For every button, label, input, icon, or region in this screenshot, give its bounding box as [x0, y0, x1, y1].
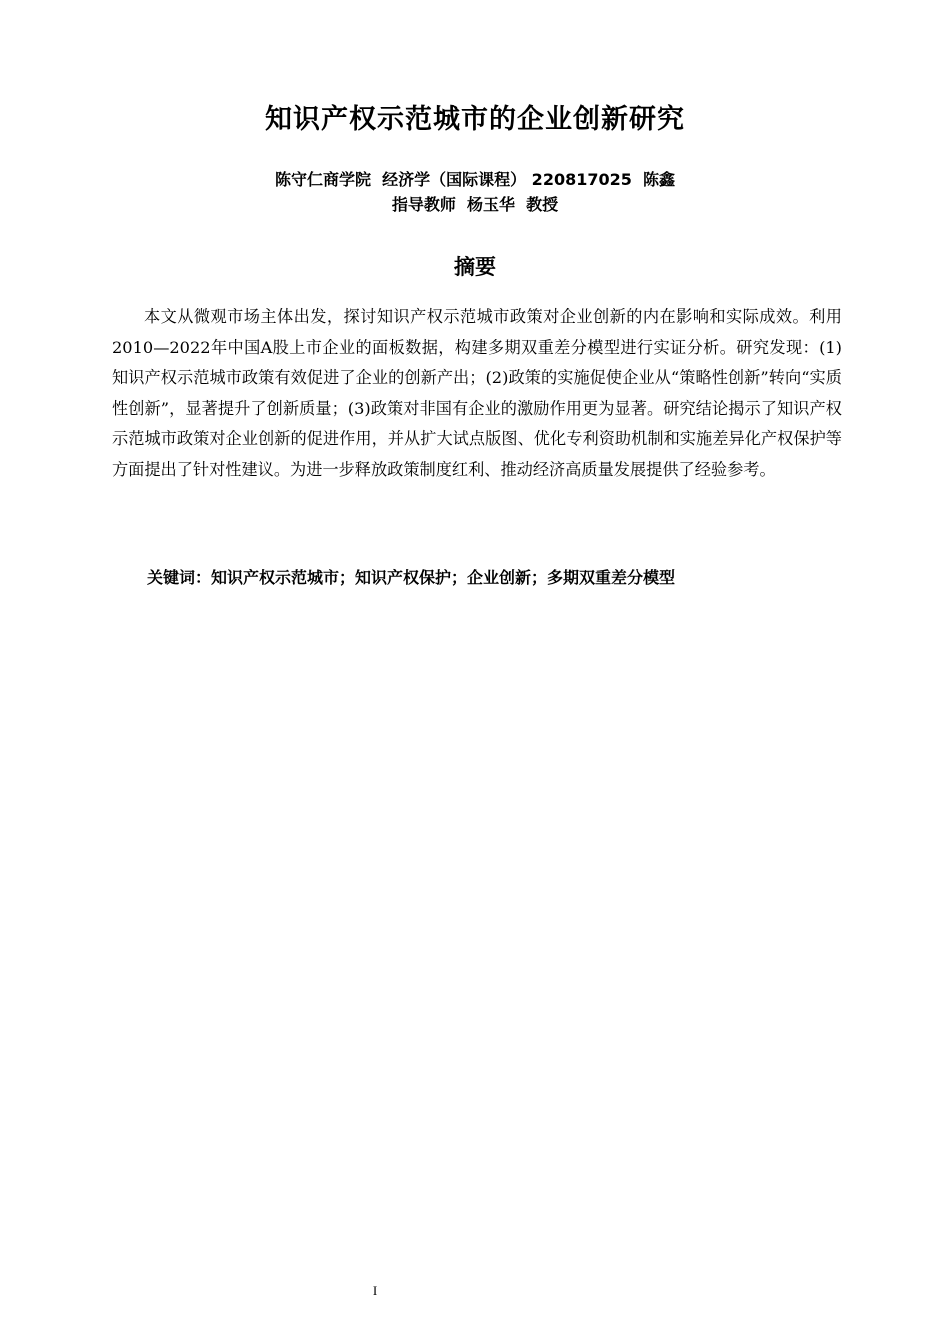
page-number: I: [372, 1283, 378, 1298]
paper-title: 知识产权示范城市的企业创新研究: [265, 104, 685, 135]
abstract-heading: 摘要: [454, 255, 496, 279]
advisor-info: 指导教师 杨玉华 教授: [391, 195, 559, 214]
author-info: 陈守仁商学院 经济学（国际课程） 220817025 陈鑫: [274, 170, 676, 189]
abstract-body: 本文从微观市场主体出发，探讨知识产权示范城市政策对企业创新的内在影响和实际成效。利用2010—2022年中国A股上市企业的面板数据，构建多期双重差分模型进行实证分析。研究发现：(1)知识产权示范城市政策有效促进了企业的创新产出；(2)政策的实施促使企业从“策略性创新”转向“实质性创新”，显著提升了创新质量；(3)政策对非国有企业的激励作用更为显著。研究结论揭示了知识产权示范城市政策对企业创新的促进作用，并从扩大试点版图、优化专利资助机制和实施差异化产权保护等方面提出了针对性建议。为进一步释放政策制度红利、推动经济高质量发展提供了经验参考。: [112, 307, 842, 479]
keywords: 关键词：知识产权示范城市；知识产权保护；企业创新；多期双重差分模型: [147, 568, 676, 587]
